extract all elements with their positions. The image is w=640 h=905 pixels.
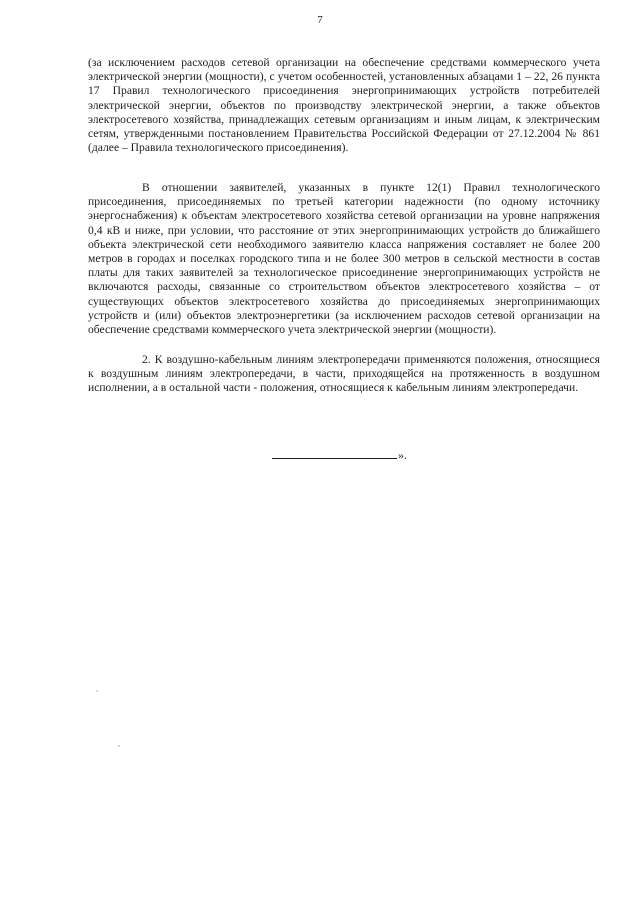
scan-speck bbox=[96, 690, 98, 692]
page-number: 7 bbox=[317, 14, 323, 26]
closing-signature-line bbox=[272, 447, 407, 462]
paragraph-applicants-exemption: В отношении заявителей, указанных в пункте 12(1) Правил технологического присоединения, присоединяемых по третьей категории надежности (по одному источнику энергоснабжения) к объектам электросетевого хозяйства сетевой организации на уровне напряжения 0,4 кВ и ниже, при условии, что расстояние от этих энергопринимающих устройств до ближайшего объекта электрической сети необходимого заявителю класса напряжения составляет не более 200 метров в городах и поселках городского типа и не более 300 метров в сельской местности в состав платы для таких заявителей за технологическое присоединение энергопринимающих устройств не включаются расходы, связанные со строительством объектов электросетевого хозяйства – от существующих объектов электросетевого хозяйства до присоединяемых энергопринимающих устройств и (или) объектов электроэнергетики (за исключением расходов сетевой организации на обеспечение средствами коммерческого учета электрической энергии (мощности). bbox=[88, 181, 600, 337]
paragraph-continuation: (за исключением расходов сетевой организации на обеспечение средствами коммерческого учета электрической энергии (мощности), с учетом особенностей, установленных абзацами 1 – 22, 26 пункта 17 Правил технологического присоединения энергопринимающих устройств потребителей электрической энергии, объектов по производству электрической энергии, а также объектов электросетевого хозяйства, принадлежащих сетевым организациям и иным лицам, к электрическим сетям, утвержденными постановлением Правительства Российской Федерации от 27.12.2004 № 861 (далее – Правила технологического присоединения). bbox=[88, 56, 600, 155]
paragraph-item-2-overhead-cable-lines: 2. К воздушно-кабельным линиям электропередачи применяются положения, относящиеся к воздушным линиям электропередачи, в части, приходящейся на протяженность в воздушном исполнении, а в остальной части - положения, относящиеся к кабельным линиям электропередачи. bbox=[88, 353, 600, 395]
blank-underline bbox=[272, 447, 397, 459]
closing-quote-mark: ». bbox=[398, 448, 407, 462]
scan-speck bbox=[118, 745, 120, 747]
